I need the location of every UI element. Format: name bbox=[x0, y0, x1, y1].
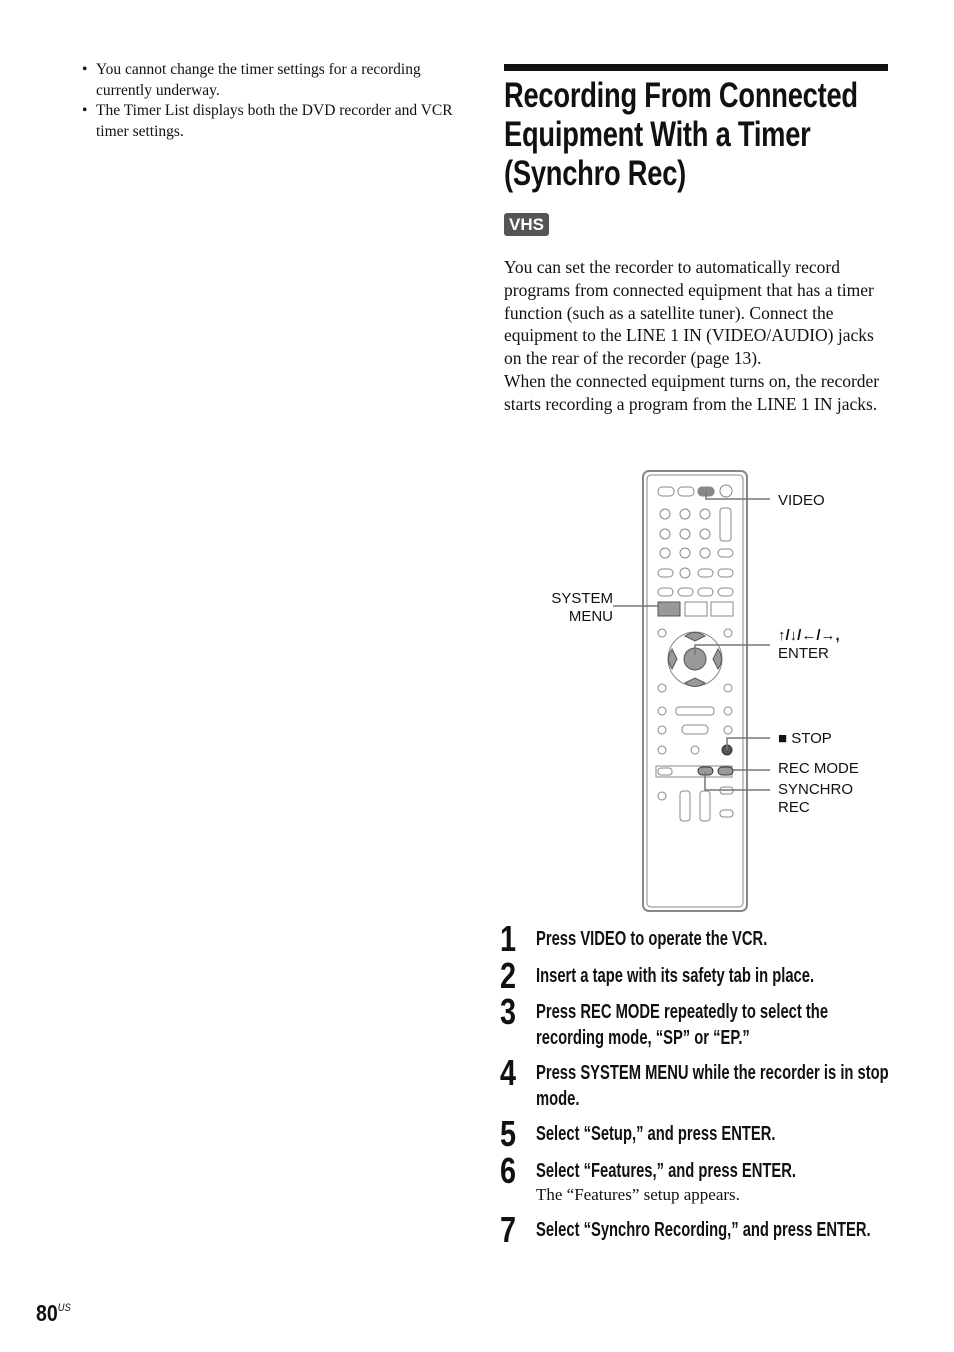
label-system-menu bbox=[540, 590, 613, 626]
label-enter: ENTER bbox=[778, 645, 829, 662]
step-text: Select “Setup,” and press ENTER. bbox=[536, 1122, 776, 1145]
title-line: (Synchro Rec) bbox=[504, 154, 687, 193]
label-line: REC bbox=[778, 799, 810, 816]
step-number: 2 bbox=[500, 955, 517, 996]
label-stop: ■ STOP bbox=[778, 730, 832, 747]
step-text: Press SYSTEM MENU while the recorder is in stop mode. bbox=[536, 1061, 889, 1110]
intro-paragraph: You can set the recorder to automatically record programs from connected equipment that has a timer function (such as a satellite tuner). Connect the equipment to the LINE 1 IN (VIDEO/AUDIO) jacks on the rear of the recorder (page 13). bbox=[504, 257, 874, 369]
title-line: Equipment With a Timer bbox=[504, 115, 811, 154]
section-rule bbox=[504, 64, 888, 71]
label-line: SYSTEM bbox=[551, 590, 613, 607]
step-number: 4 bbox=[500, 1052, 517, 1093]
step-number: 7 bbox=[500, 1209, 517, 1250]
step-number: 6 bbox=[500, 1150, 517, 1191]
step-text: Insert a tape with its safety tab in place. bbox=[536, 964, 815, 987]
label-line: MENU bbox=[568, 608, 613, 625]
intro-paragraph: When the connected equipment turns on, the recorder starts recording a program from the LINE 1 IN jacks. bbox=[504, 370, 880, 414]
label-synchro-rec bbox=[778, 781, 853, 817]
label-video: VIDEO bbox=[778, 492, 825, 509]
section-title bbox=[504, 76, 941, 193]
label-line: SYNCHRO bbox=[778, 781, 854, 798]
intro-text bbox=[504, 256, 890, 416]
step-text: Press REC MODE repeatedly to select the recording mode, “SP” or “EP.” bbox=[536, 1000, 829, 1049]
page-suffix: US bbox=[57, 1302, 71, 1314]
label-rec-mode: REC MODE bbox=[778, 760, 859, 777]
step-number: 5 bbox=[500, 1113, 517, 1154]
title-line: Recording From Connected bbox=[504, 76, 858, 115]
step-text: Press VIDEO to operate the VCR. bbox=[536, 927, 768, 950]
step-subtext: The “Features” setup appears. bbox=[536, 1185, 740, 1204]
remote-illustration bbox=[530, 465, 870, 920]
step-number: 1 bbox=[500, 918, 517, 959]
step-text: Select “Synchro Recording,” and press ENTER. bbox=[536, 1218, 871, 1241]
step-number: 3 bbox=[500, 991, 517, 1032]
note-item: • The Timer List displays both the DVD recorder and VCR timer settings. bbox=[82, 101, 462, 142]
label-arrows: ↑/↓/←/→, bbox=[778, 627, 840, 644]
note-item: • You cannot change the timer settings for a recording currently underway. bbox=[82, 60, 462, 101]
notes-list bbox=[82, 60, 462, 142]
vhs-badge: VHS bbox=[504, 213, 549, 236]
page-number-value: 80 bbox=[36, 1300, 58, 1326]
step-text: Select “Features,” and press ENTER. bbox=[536, 1159, 797, 1182]
page-number bbox=[36, 1300, 71, 1327]
